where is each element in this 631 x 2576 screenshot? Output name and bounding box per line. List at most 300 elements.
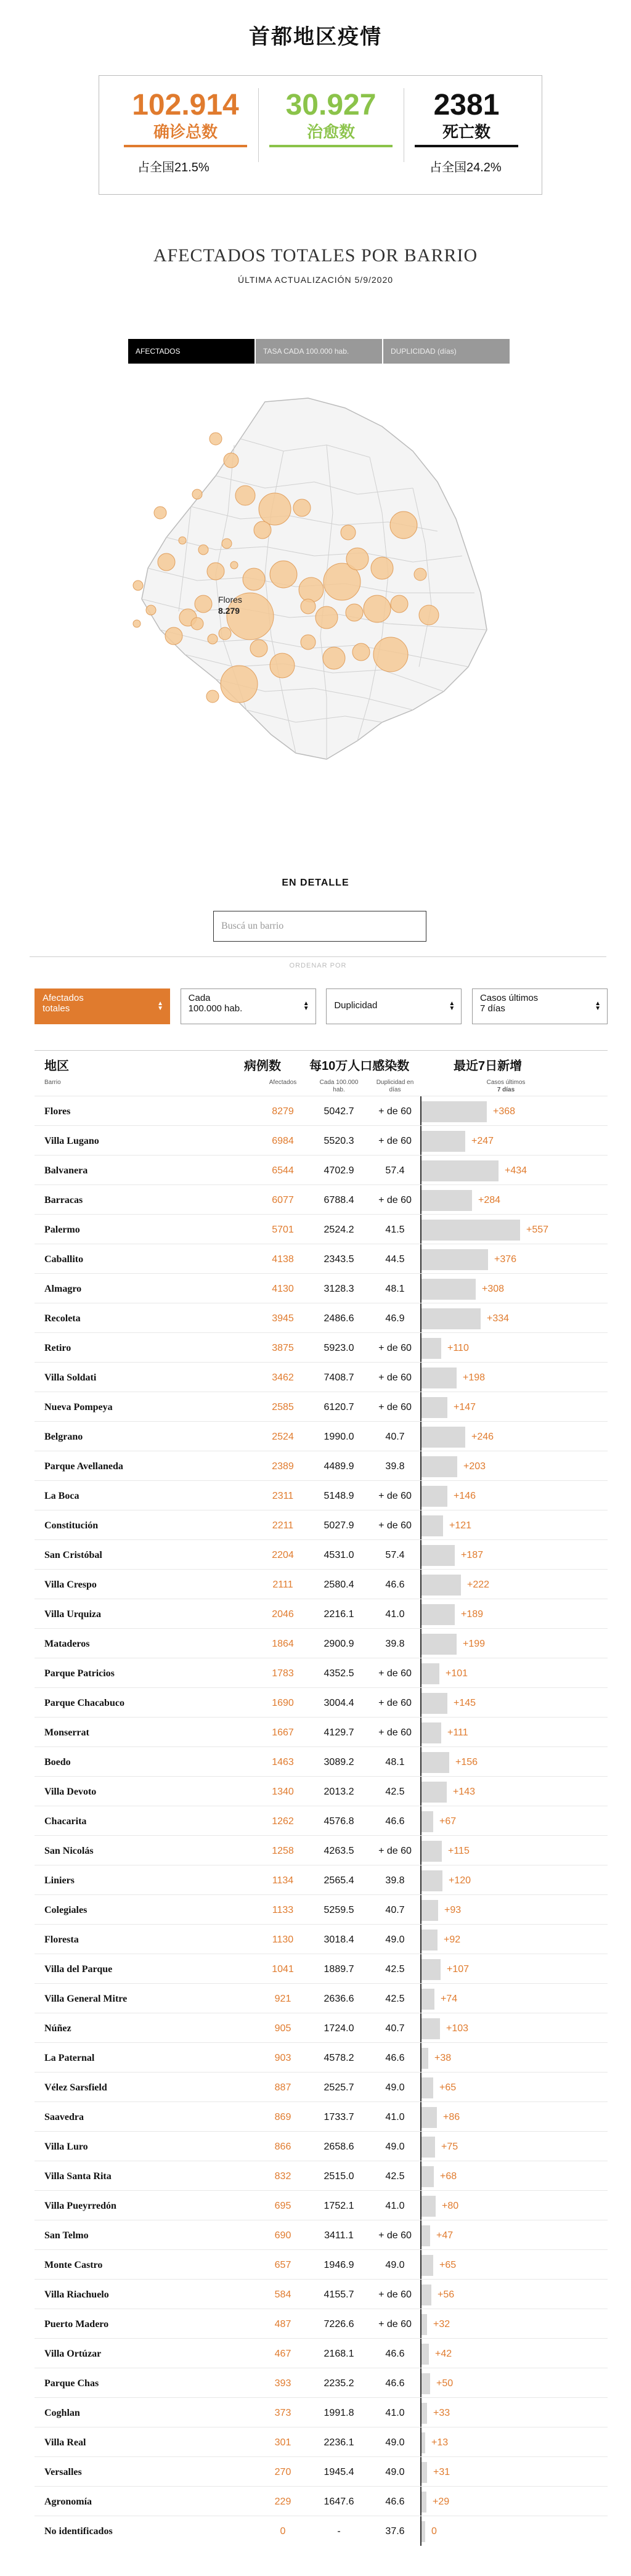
sort-arrows-icon: ▲ ▼ bbox=[449, 1000, 455, 1012]
col-afectados: Afectados bbox=[269, 1079, 297, 1086]
table-row[interactable] bbox=[35, 1421, 608, 1451]
doubling-days: + de 60 bbox=[378, 1727, 412, 1738]
rate-per-100k: 2343.5 bbox=[324, 1254, 354, 1265]
table-row[interactable] bbox=[35, 1451, 608, 1481]
table-row[interactable] bbox=[35, 1303, 608, 1333]
bar-axis bbox=[420, 2339, 421, 2368]
barrio-name: Nueva Pompeya bbox=[44, 1402, 113, 1412]
doubling-days: 42.5 bbox=[385, 1787, 405, 1797]
new-cases-bar bbox=[421, 2255, 433, 2276]
rate-per-100k: 1889.7 bbox=[324, 1964, 354, 1975]
new-cases-value: +92 bbox=[444, 1934, 461, 1945]
bar-axis bbox=[420, 2457, 421, 2487]
rate-per-100k: 2515.0 bbox=[324, 2171, 354, 2182]
table-row[interactable] bbox=[35, 1806, 608, 1836]
new-cases-value: +143 bbox=[453, 1787, 476, 1797]
bar-axis bbox=[420, 1777, 421, 1806]
page-title: 首都地区疫情 bbox=[249, 25, 382, 49]
new-cases-bar bbox=[421, 1456, 457, 1477]
doubling-days: 57.4 bbox=[385, 1550, 405, 1560]
table-row[interactable] bbox=[35, 1658, 608, 1688]
bar-axis bbox=[420, 2132, 421, 2161]
bar-axis bbox=[420, 1718, 421, 1747]
table-row[interactable] bbox=[35, 1776, 608, 1806]
new-cases-bar bbox=[421, 2048, 428, 2069]
new-cases-bar bbox=[421, 1604, 455, 1625]
new-cases-value: +434 bbox=[505, 1165, 527, 1176]
confirmed-underline bbox=[124, 145, 247, 147]
table-row[interactable] bbox=[35, 1096, 608, 1126]
affected-count: 2311 bbox=[272, 1491, 294, 1501]
table-row[interactable] bbox=[35, 2161, 608, 2191]
affected-count: 921 bbox=[274, 1994, 291, 2004]
table-row[interactable] bbox=[35, 1244, 608, 1274]
new-cases-value: +68 bbox=[440, 2171, 457, 2182]
rate-per-100k: 2235.2 bbox=[324, 2378, 354, 2389]
new-cases-value: +121 bbox=[449, 1520, 472, 1531]
rate-per-100k: 4263.5 bbox=[324, 1846, 354, 1856]
col-zh-barrio: 地区 bbox=[44, 1059, 69, 1073]
affected-count: 3462 bbox=[272, 1372, 294, 1383]
doubling-days: 48.1 bbox=[385, 1757, 405, 1767]
bar-axis bbox=[420, 1806, 421, 1836]
new-cases-bar bbox=[421, 2107, 437, 2128]
new-cases-value: +368 bbox=[493, 1106, 516, 1117]
table-row[interactable] bbox=[35, 1569, 608, 1599]
rate-per-100k: 4531.0 bbox=[324, 1550, 354, 1560]
rate-per-100k: 2580.4 bbox=[324, 1579, 354, 1590]
sort-tasa-button[interactable] bbox=[181, 988, 316, 1024]
doubling-days: + de 60 bbox=[378, 1106, 412, 1117]
table-row[interactable] bbox=[35, 2131, 608, 2161]
new-cases-bar bbox=[421, 2225, 430, 2246]
affected-count: 695 bbox=[274, 2201, 291, 2211]
bar-axis bbox=[420, 1156, 421, 1185]
recovered-stat bbox=[269, 88, 393, 147]
doubling-days: 41.0 bbox=[385, 2112, 405, 2122]
rate-per-100k: 3004.4 bbox=[324, 1698, 354, 1708]
col-casos-l1: Casos últimos bbox=[486, 1079, 526, 1086]
doubling-days: + de 60 bbox=[378, 1372, 412, 1383]
doubling-days: 57.4 bbox=[385, 1165, 405, 1176]
affected-count: 2211 bbox=[272, 1520, 294, 1531]
bar-axis bbox=[420, 2280, 421, 2309]
bar-axis bbox=[420, 1215, 421, 1244]
doubling-days: 46.6 bbox=[385, 1579, 405, 1590]
rate-per-100k: 4576.8 bbox=[324, 1816, 354, 1827]
barrio-name: Retiro bbox=[44, 1343, 71, 1353]
barrio-name: Núñez bbox=[44, 2023, 71, 2034]
table-row[interactable] bbox=[35, 2397, 608, 2427]
barrio-name: Balvanera bbox=[44, 1165, 88, 1176]
rate-per-100k: 1945.4 bbox=[324, 2467, 354, 2477]
affected-count: 487 bbox=[274, 2319, 291, 2329]
sort-label: Cada bbox=[188, 993, 211, 1003]
table-row[interactable] bbox=[35, 1214, 608, 1244]
table-row[interactable] bbox=[35, 2456, 608, 2487]
table-row[interactable] bbox=[35, 2220, 608, 2250]
new-cases-bar bbox=[421, 1101, 487, 1122]
sort-arrows-icon: ▲ ▼ bbox=[303, 1000, 309, 1012]
table-row[interactable] bbox=[35, 1717, 608, 1747]
bar-axis bbox=[420, 1096, 421, 1126]
affected-count: 0 bbox=[280, 2526, 286, 2537]
affected-count: 3945 bbox=[272, 1313, 294, 1324]
table-row[interactable] bbox=[35, 1747, 608, 1777]
table-row[interactable] bbox=[35, 1510, 608, 1540]
rate-per-100k: 2486.6 bbox=[324, 1313, 354, 1324]
doubling-days: + de 60 bbox=[378, 1520, 412, 1531]
barrio-map[interactable] bbox=[123, 389, 518, 772]
rate-per-100k: 5042.7 bbox=[324, 1106, 354, 1117]
new-cases-bar bbox=[421, 1693, 447, 1714]
new-cases-value: +67 bbox=[439, 1816, 457, 1827]
confirmed-share: 占全国21.5% bbox=[137, 161, 210, 174]
bar-axis bbox=[420, 2309, 421, 2339]
barrio-name: Villa Santa Rita bbox=[44, 2171, 112, 2182]
recovered-label: 治愈数 bbox=[306, 123, 355, 141]
affected-count: 270 bbox=[274, 2467, 291, 2477]
doubling-days: 46.6 bbox=[385, 1816, 405, 1827]
affected-count: 1667 bbox=[272, 1727, 294, 1738]
new-cases-bar bbox=[421, 1427, 465, 1448]
doubling-days: 39.8 bbox=[385, 1639, 405, 1649]
doubling-days: 37.6 bbox=[385, 2526, 405, 2537]
barrio-name: Parque Chacabuco bbox=[44, 1698, 124, 1708]
affected-count: 2389 bbox=[272, 1461, 294, 1472]
table-row[interactable] bbox=[35, 1362, 608, 1392]
rate-per-100k: 6120.7 bbox=[324, 1402, 354, 1412]
barrio-name: Villa Urquiza bbox=[44, 1609, 102, 1620]
new-cases-bar bbox=[421, 1190, 472, 1211]
doubling-days: 49.0 bbox=[385, 2142, 405, 2152]
new-cases-bar bbox=[421, 2077, 433, 2098]
barrio-name: Barracas bbox=[44, 1195, 83, 1205]
new-cases-bar bbox=[421, 1279, 476, 1300]
new-cases-bar bbox=[421, 1308, 481, 1329]
table-row[interactable] bbox=[35, 2338, 608, 2368]
table-row[interactable] bbox=[35, 1599, 608, 1629]
affected-count: 866 bbox=[274, 2142, 291, 2152]
rate-per-100k: 1990.0 bbox=[324, 1432, 354, 1442]
doubling-days: 42.5 bbox=[385, 2171, 405, 2182]
rate-per-100k: 4129.7 bbox=[324, 1727, 354, 1738]
new-cases-bar bbox=[421, 1959, 441, 1980]
doubling-days: 49.0 bbox=[385, 2467, 405, 2477]
new-cases-bar bbox=[421, 2521, 425, 2542]
rate-per-100k: 1647.6 bbox=[324, 2497, 354, 2507]
sort-afectados-button[interactable] bbox=[35, 988, 170, 1024]
sort-duplicidad-button[interactable] bbox=[326, 988, 462, 1024]
table-row[interactable] bbox=[35, 2516, 608, 2546]
new-cases-value: +120 bbox=[449, 1875, 471, 1886]
bar-axis bbox=[420, 1244, 421, 1274]
barrio-name: San Cristóbal bbox=[44, 1550, 102, 1560]
barrio-name: Floresta bbox=[44, 1934, 79, 1945]
rate-per-100k: 1752.1 bbox=[324, 2201, 354, 2211]
affected-count: 1783 bbox=[272, 1668, 294, 1679]
bar-axis bbox=[420, 1126, 421, 1156]
sort-heading: ORDENAR POR bbox=[30, 956, 606, 969]
affected-count: 1041 bbox=[272, 1964, 294, 1975]
affected-count: 1340 bbox=[272, 1787, 294, 1797]
bar-axis bbox=[420, 2398, 421, 2427]
new-cases-bar bbox=[421, 2137, 435, 2158]
barrio-search-input[interactable] bbox=[213, 911, 426, 942]
new-cases-value: +29 bbox=[433, 2497, 450, 2507]
bar-axis bbox=[420, 1185, 421, 1215]
doubling-days: 49.0 bbox=[385, 1934, 405, 1945]
rate-per-100k: 2636.6 bbox=[324, 1994, 354, 2004]
barrio-name: Parque Chas bbox=[44, 2378, 99, 2389]
new-cases-value: +13 bbox=[431, 2437, 449, 2448]
col-cada: Cada 100.000 hab. bbox=[319, 1079, 359, 1093]
bar-axis bbox=[420, 1422, 421, 1451]
tab-afectados[interactable]: AFECTADOS bbox=[128, 339, 254, 364]
bar-axis bbox=[420, 1954, 421, 1984]
new-cases-value: +284 bbox=[478, 1195, 501, 1205]
bar-axis bbox=[420, 1451, 421, 1481]
table-row[interactable] bbox=[35, 2190, 608, 2220]
doubling-days: 40.7 bbox=[385, 2023, 405, 2034]
bar-axis bbox=[420, 1570, 421, 1599]
new-cases-value: +222 bbox=[467, 1579, 490, 1590]
new-cases-bar bbox=[421, 1131, 465, 1152]
table-row[interactable] bbox=[35, 2101, 608, 2132]
doubling-days: 39.8 bbox=[385, 1875, 405, 1886]
deaths-stat bbox=[415, 88, 518, 147]
new-cases-value: +56 bbox=[438, 2289, 455, 2300]
new-cases-bar bbox=[421, 1870, 442, 1891]
barrio-name: San Telmo bbox=[44, 2230, 89, 2241]
new-cases-bar bbox=[421, 1722, 441, 1743]
bar-axis bbox=[420, 2250, 421, 2280]
doubling-days: + de 60 bbox=[378, 1136, 412, 1146]
affected-count: 4138 bbox=[272, 1254, 294, 1265]
new-cases-bar bbox=[421, 2314, 427, 2335]
affected-count: 869 bbox=[274, 2112, 291, 2122]
new-cases-bar bbox=[421, 1752, 449, 1773]
recovered-underline bbox=[269, 145, 393, 147]
affected-count: 1130 bbox=[272, 1934, 294, 1945]
new-cases-value: +110 bbox=[447, 1343, 469, 1353]
col-casos bbox=[466, 1079, 546, 1094]
table-row[interactable] bbox=[35, 2249, 608, 2280]
bar-axis bbox=[420, 1274, 421, 1303]
new-cases-value: +203 bbox=[463, 1461, 486, 1472]
new-cases-value: +32 bbox=[433, 2319, 450, 2329]
table-row[interactable] bbox=[35, 1865, 608, 1895]
table-row[interactable] bbox=[35, 2486, 608, 2516]
sort-casos-button[interactable] bbox=[472, 988, 608, 1024]
doubling-days: 42.5 bbox=[385, 1994, 405, 2004]
barrio-name: Parque Patricios bbox=[44, 1668, 115, 1679]
table-row[interactable] bbox=[35, 1628, 608, 1658]
table-row[interactable] bbox=[35, 1924, 608, 1954]
sort-label: totales bbox=[43, 1003, 70, 1014]
new-cases-value: +86 bbox=[443, 2112, 460, 2122]
rate-per-100k: 3089.2 bbox=[324, 1757, 354, 1767]
barrio-name: Liniers bbox=[44, 1875, 75, 1886]
new-cases-value: +65 bbox=[439, 2260, 457, 2270]
sort-label: 7 días bbox=[479, 1003, 505, 1014]
doubling-days: 46.6 bbox=[385, 2378, 405, 2389]
table-row[interactable] bbox=[35, 1125, 608, 1156]
col-zh-rate: 每10万人口感染数 bbox=[309, 1059, 410, 1073]
rate-per-100k: 2525.7 bbox=[324, 2082, 354, 2093]
rate-per-100k: 6788.4 bbox=[324, 1195, 354, 1205]
doubling-days: + de 60 bbox=[378, 1668, 412, 1679]
barrio-name: Saavedra bbox=[44, 2112, 84, 2122]
new-cases-bar bbox=[421, 1338, 441, 1359]
affected-count: 690 bbox=[274, 2230, 291, 2241]
new-cases-bar bbox=[421, 1989, 434, 2010]
barrio-name: Parque Avellaneda bbox=[44, 1461, 123, 1472]
doubling-days: + de 60 bbox=[378, 2289, 412, 2300]
map-label-value: 8.279 bbox=[218, 606, 240, 616]
rate-per-100k: 4578.2 bbox=[324, 2053, 354, 2063]
table-row[interactable] bbox=[35, 1184, 608, 1215]
doubling-days: + de 60 bbox=[378, 1491, 412, 1501]
tab-duplicidad[interactable]: DUPLICIDAD (días) bbox=[383, 339, 510, 364]
rate-per-100k: 3128.3 bbox=[324, 1284, 354, 1294]
bar-axis bbox=[420, 1836, 421, 1865]
bar-axis bbox=[420, 1984, 421, 2013]
table-row[interactable] bbox=[35, 2427, 608, 2457]
affected-count: 229 bbox=[274, 2497, 291, 2507]
affected-count: 1690 bbox=[272, 1698, 294, 1708]
table-row[interactable] bbox=[35, 1480, 608, 1510]
doubling-days: + de 60 bbox=[378, 2319, 412, 2329]
table-row[interactable] bbox=[35, 2279, 608, 2309]
new-cases-value: +65 bbox=[439, 2082, 457, 2093]
doubling-days: 49.0 bbox=[385, 2437, 405, 2448]
rate-per-100k: 7226.6 bbox=[324, 2319, 354, 2329]
affected-count: 2524 bbox=[272, 1432, 294, 1442]
col-zh-new: 最近7日新增 bbox=[454, 1059, 523, 1073]
table-row[interactable] bbox=[35, 1687, 608, 1718]
new-cases-value: +33 bbox=[433, 2408, 450, 2418]
doubling-days: + de 60 bbox=[378, 1402, 412, 1412]
rate-per-100k: 5259.5 bbox=[324, 1905, 354, 1915]
new-cases-bar bbox=[421, 1515, 443, 1536]
sort-label: Duplicidad bbox=[334, 1000, 378, 1011]
barrio-name: La Paternal bbox=[44, 2053, 95, 2063]
bar-axis bbox=[420, 2102, 421, 2132]
new-cases-bar bbox=[421, 2492, 426, 2513]
table-row[interactable] bbox=[35, 2042, 608, 2073]
affected-count: 1864 bbox=[272, 1639, 294, 1649]
new-cases-bar bbox=[421, 1811, 433, 1832]
bar-axis bbox=[420, 1688, 421, 1718]
new-cases-bar bbox=[421, 1367, 457, 1388]
rate-per-100k: 5027.9 bbox=[324, 1520, 354, 1531]
rate-per-100k: 4155.7 bbox=[324, 2289, 354, 2300]
table-row[interactable] bbox=[35, 2309, 608, 2339]
table-row[interactable] bbox=[35, 1332, 608, 1363]
affected-count: 2204 bbox=[272, 1550, 294, 1560]
bar-axis bbox=[420, 1540, 421, 1570]
affected-count: 2585 bbox=[272, 1402, 294, 1412]
table-row[interactable] bbox=[35, 1954, 608, 1984]
table-row[interactable] bbox=[35, 1273, 608, 1303]
table-row[interactable] bbox=[35, 1392, 608, 1422]
affected-count: 6544 bbox=[272, 1165, 294, 1176]
barrio-name: Villa Lugano bbox=[44, 1136, 99, 1146]
deaths-underline bbox=[415, 145, 518, 147]
barrio-name: Almagro bbox=[44, 1284, 82, 1294]
bar-axis bbox=[420, 1599, 421, 1629]
bar-axis bbox=[420, 1333, 421, 1363]
rate-per-100k: 3411.1 bbox=[324, 2230, 354, 2241]
new-cases-bar bbox=[421, 1397, 447, 1418]
table-row[interactable] bbox=[35, 1539, 608, 1570]
doubling-days: 44.5 bbox=[385, 1254, 405, 1265]
table-row[interactable] bbox=[35, 1983, 608, 2013]
barrio-name: Villa General Mitre bbox=[44, 1994, 128, 2004]
new-cases-bar bbox=[421, 1220, 520, 1241]
new-cases-bar bbox=[421, 2373, 430, 2394]
affected-count: 6984 bbox=[272, 1136, 294, 1146]
new-cases-value: +145 bbox=[454, 1698, 476, 1708]
rate-per-100k: 2236.1 bbox=[324, 2437, 354, 2448]
new-cases-bar bbox=[421, 2432, 425, 2453]
affected-count: 1258 bbox=[272, 1846, 294, 1856]
new-cases-value: +38 bbox=[434, 2053, 452, 2063]
doubling-days: 41.0 bbox=[385, 2408, 405, 2418]
sort-label: Afectados bbox=[43, 993, 84, 1003]
table-row[interactable] bbox=[35, 1155, 608, 1185]
deaths-label: 死亡数 bbox=[442, 123, 491, 141]
new-cases-bar bbox=[421, 2018, 440, 2039]
barrio-name: Recoleta bbox=[44, 1313, 81, 1324]
new-cases-bar bbox=[421, 2403, 427, 2424]
bar-axis bbox=[420, 2427, 421, 2457]
bar-axis bbox=[420, 2043, 421, 2073]
affected-count: 373 bbox=[274, 2408, 291, 2418]
table-row[interactable] bbox=[35, 2013, 608, 2043]
new-cases-value: +75 bbox=[441, 2142, 458, 2152]
tab-tasa[interactable]: TASA CADA 100.000 hab. bbox=[256, 339, 382, 364]
deaths-share: 占全国24.2% bbox=[429, 161, 502, 174]
rate-per-100k: 1991.8 bbox=[324, 2408, 354, 2418]
new-cases-bar bbox=[421, 1841, 442, 1862]
barrio-name: Villa Real bbox=[44, 2437, 86, 2448]
bar-axis bbox=[420, 2073, 421, 2102]
rate-per-100k: 4352.5 bbox=[324, 1668, 354, 1679]
new-cases-value: +111 bbox=[447, 1727, 468, 1738]
sort-label: 100.000 hab. bbox=[188, 1003, 243, 1014]
affected-count: 2111 bbox=[272, 1579, 293, 1590]
table-row[interactable] bbox=[35, 1894, 608, 1925]
affected-count: 832 bbox=[274, 2171, 291, 2182]
doubling-days: 46.9 bbox=[385, 1313, 405, 1324]
new-cases-bar bbox=[421, 1900, 438, 1921]
doubling-days: + de 60 bbox=[378, 1195, 412, 1205]
rate-per-100k: 2168.1 bbox=[324, 2349, 354, 2359]
section-title: AFECTADOS TOTALES POR BARRIO bbox=[153, 245, 478, 266]
new-cases-value: 0 bbox=[431, 2526, 437, 2537]
doubling-days: 41.0 bbox=[385, 1609, 405, 1620]
doubling-days: + de 60 bbox=[378, 2230, 412, 2241]
table-row[interactable] bbox=[35, 1835, 608, 1865]
table-row[interactable] bbox=[35, 2072, 608, 2102]
barrio-name: Villa Crespo bbox=[44, 1579, 97, 1590]
barrio-name: Villa Pueyrredón bbox=[44, 2201, 116, 2211]
new-cases-bar bbox=[421, 2166, 434, 2187]
bar-axis bbox=[420, 1658, 421, 1688]
table-row[interactable] bbox=[35, 2368, 608, 2398]
